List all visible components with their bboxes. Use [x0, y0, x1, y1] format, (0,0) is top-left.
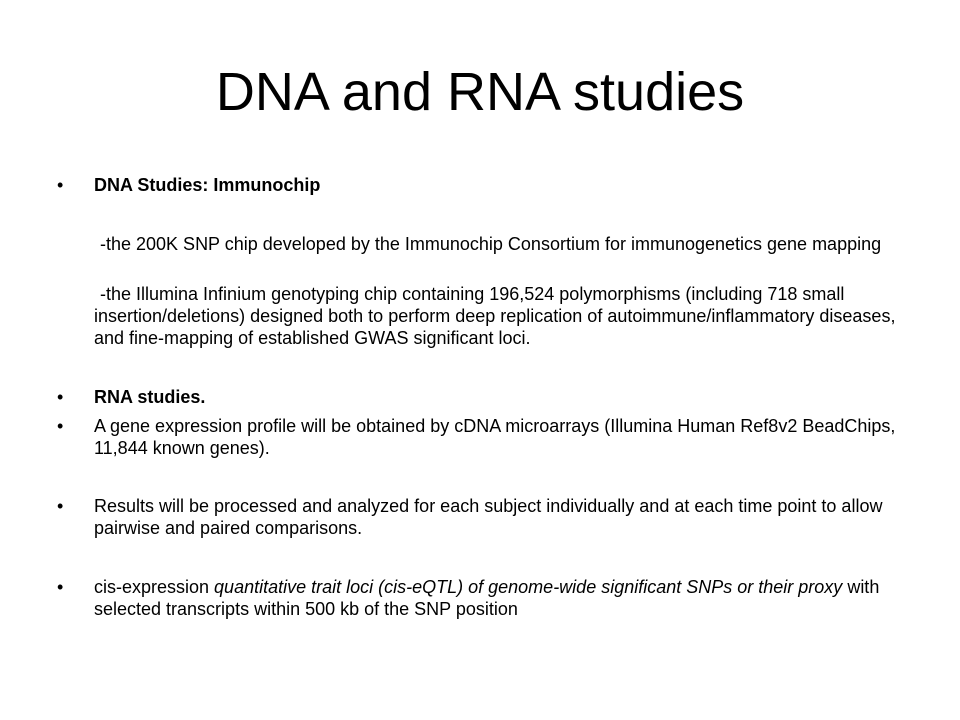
slide-title: DNA and RNA studies: [215, 62, 745, 122]
bullet-rna-item-1: •: [57, 416, 64, 436]
rna-item-1: A gene expression profile will be obtained by cDNA microarrays (Illumina Human Ref8v2 BeadChips, 11,844 known genes).: [94, 416, 896, 458]
rna-item-3-part-1: cis-expression: [94, 577, 215, 597]
dna-subpoint-1: -the 200K SNP chip developed by the Immunochip Consortium for immunogenetics gene mapping: [100, 234, 882, 254]
rna-item-2: Results will be processed and analyzed for each subject individually and at each time point to allow pairwise and paired comparisons.: [94, 496, 883, 538]
bullet-dna-heading: •: [57, 175, 64, 195]
bullet-rna-item-3: •: [57, 577, 64, 597]
rna-item-3: [94, 576, 914, 620]
bullet-rna-item-2: •: [57, 496, 64, 516]
rna-item-3-italic-part: quantitative trait loci (cis-eQTL) of genome-wide significant SNPs or their proxy: [214, 577, 843, 597]
dna-subpoint-2: -the Illumina Infinium genotyping chip containing 196,524 polymorphisms (including 718 small insertion/deletions) designed both to perform deep replication of autoimmune/inflammatory diseases, and fine-mapping of established GWAS significant loci.: [94, 284, 896, 348]
rna-item-3-part-3: with selected transcripts within 500 kb of the SNP position: [94, 577, 880, 619]
dna-heading: DNA Studies: Immunochip: [94, 175, 321, 195]
rna-heading: RNA studies.: [94, 387, 206, 407]
bullet-rna-heading: •: [57, 387, 64, 407]
